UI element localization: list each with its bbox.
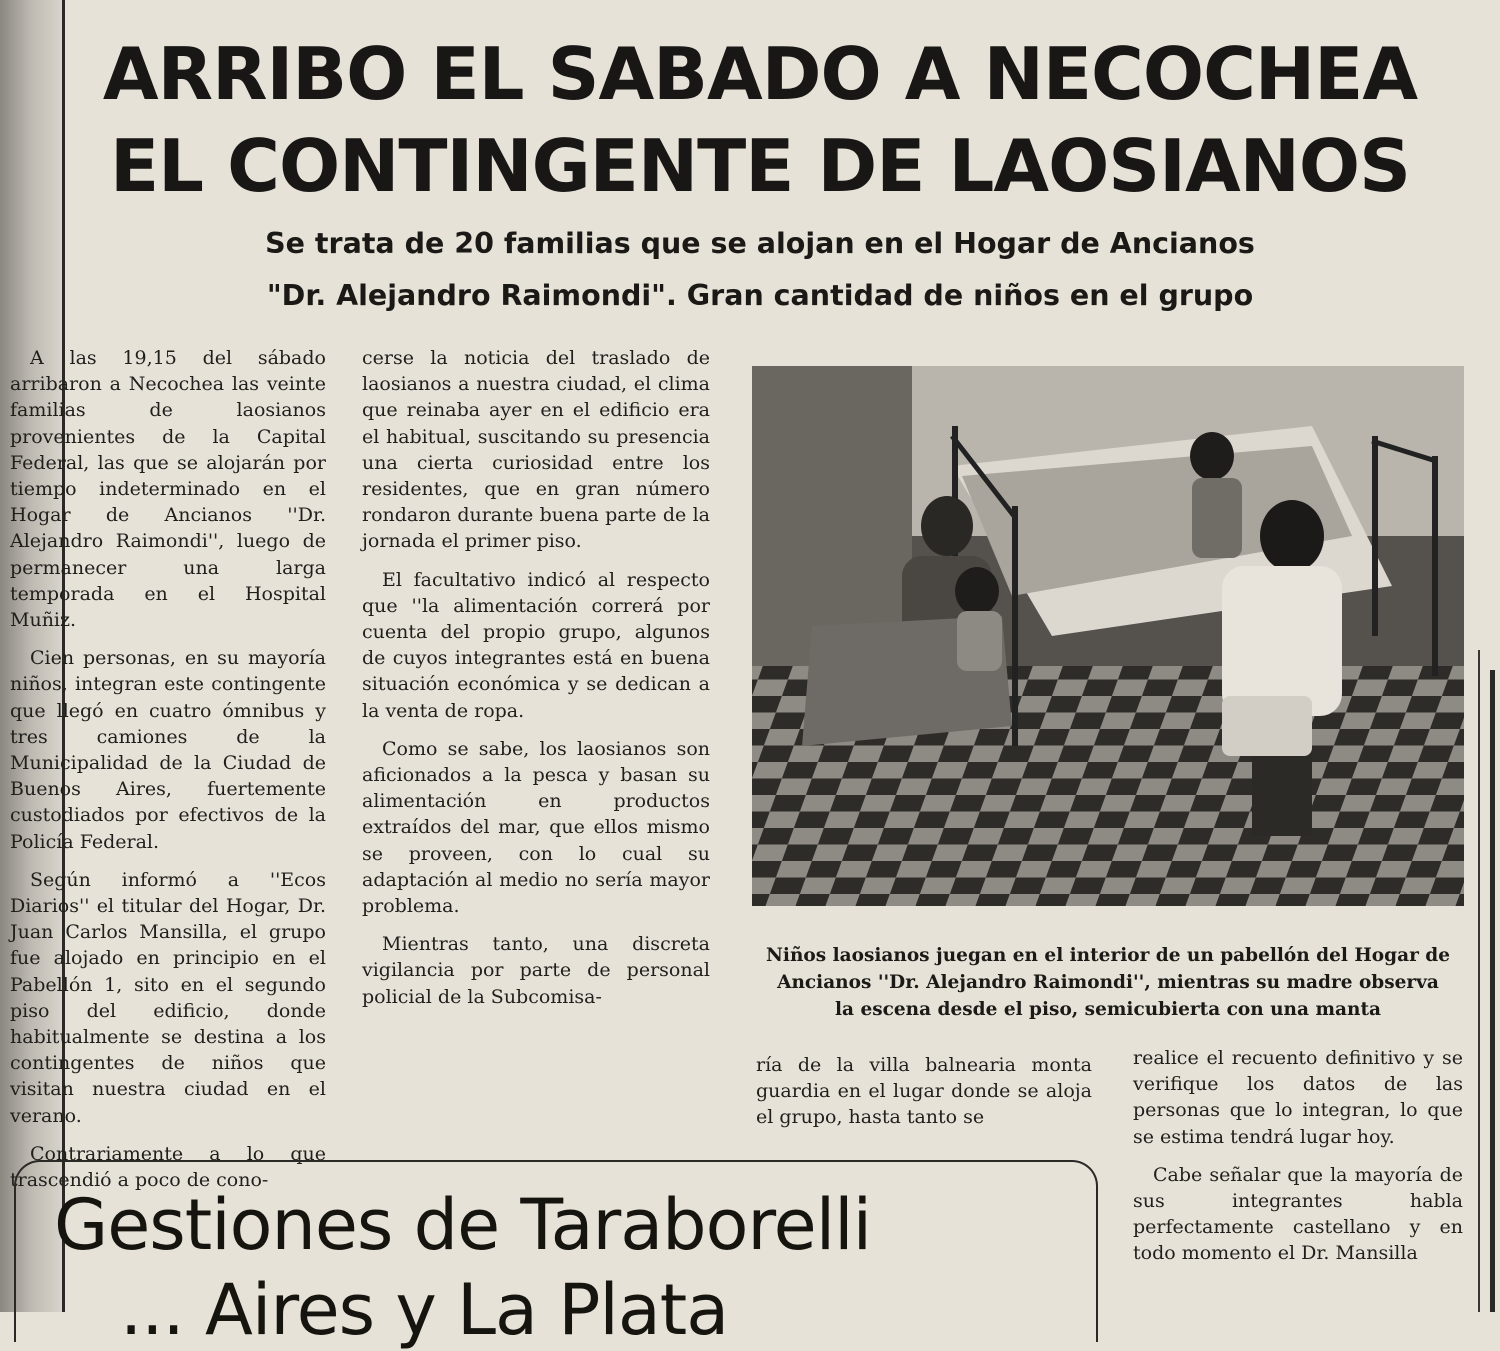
paragraph: A las 19,15 del sábado arribaron a Necochea las veinte familias de laosianos provenientes de la Capital Federal, las que se alojarán por tiempo indeterminado en el Hogar de Ancianos ''Dr. Alejandro Raimondi'', luego de permanecer una larga temporada en el Hospital Muñiz. [10, 347, 326, 632]
subheadline-line-1: Se trata de 20 familias que se alojan en el Hogar de Ancianos [265, 227, 1255, 260]
paragraph: Como se sabe, los laosianos son aficionados a la pesca y basan su alimentación en productos extraídos del mar, que ellos mismo se proveen, con lo cual su adaptación al medio no sería mayor problema. [362, 737, 710, 918]
caption-line-1: Niños laosianos juegan en el interior de un pabellón del Hogar de [766, 945, 1450, 966]
article-column-1 [10, 345, 326, 1205]
article-column-3 [756, 1052, 1092, 1143]
paragraph: cerse la noticia del traslado de laosianos a nuestra ciudad, el clima que reinaba ayer en el edificio era el habitual, suscitando su presencia una cierta curiosidad entre los residentes, que en gran número rondaron durante buena parte de la jornada el primer piso. [362, 347, 710, 553]
column-rule-right-thin [1478, 650, 1480, 1312]
photo-caption [752, 942, 1464, 1023]
article-column-2 [362, 345, 710, 1022]
headline-line-2: EL CONTINGENTE DE LAOSIANOS [109, 124, 1410, 208]
paragraph: Contrariamente a lo que trascendió a poco de cono- [10, 1142, 326, 1192]
paragraph: El facultativo indicó al respecto que ''la alimentación correrá por cuenta del propio grupo, algunos de cuyos integrantes está en buena situación económica y se dedican a la venta de ropa. [362, 568, 710, 722]
next-article-title: Gestiones de Taraborelli [54, 1184, 872, 1266]
caption-line-3: la escena desde el piso, semicubierta con una manta [835, 999, 1381, 1020]
news-photo [752, 366, 1464, 906]
article-column-4 [1133, 1045, 1463, 1279]
headline-line-1: ARRIBO EL SABADO A NECOCHEA [102, 32, 1418, 116]
paragraph: ría de la villa balnearia monta guardia en el lugar donde se aloja el grupo, hasta tanto se [756, 1054, 1092, 1129]
paragraph: Según informó a ''Ecos Diarios'' el titular del Hogar, Dr. Juan Carlos Mansilla, el grupo fue alojado en principio en el Pabellón 1, sito en el segundo piso del edificio, donde habitualmente se destina a los contingentes de niños que visitan nuestra ciudad en el verano. [10, 868, 326, 1127]
paragraph: realice el recuento definitivo y se verifique los datos de las personas que lo integran, lo que se estima tendrá lugar hoy. [1133, 1047, 1463, 1148]
paragraph: Mientras tanto, una discreta vigilancia por parte de personal policial de la Subcomisa- [362, 933, 710, 1008]
photo-illustration [752, 366, 1464, 906]
caption-line-2: Ancianos ''Dr. Alejandro Raimondi'', mientras su madre observa [777, 972, 1439, 993]
subheadline-line-2: "Dr. Alejandro Raimondi". Gran cantidad de niños en el grupo [266, 279, 1254, 312]
next-article-subtitle: ... Aires y La Plata [120, 1269, 729, 1351]
paragraph: Cabe señalar que la mayoría de sus integrantes habla perfectamente castellano y en todo momento el Dr. Mansilla [1133, 1163, 1463, 1265]
paragraph: Cien personas, en su mayoría niños, integran este contingente que llegó en cuatro ómnibus y tres camiones de la Municipalidad de la Ciudad de Buenos Aires, fuertemente custodiados por efectivos de la Policía Federal. [10, 647, 326, 853]
subheadline [90, 218, 1430, 322]
headline [70, 28, 1450, 212]
column-rule-right [1490, 670, 1495, 1312]
